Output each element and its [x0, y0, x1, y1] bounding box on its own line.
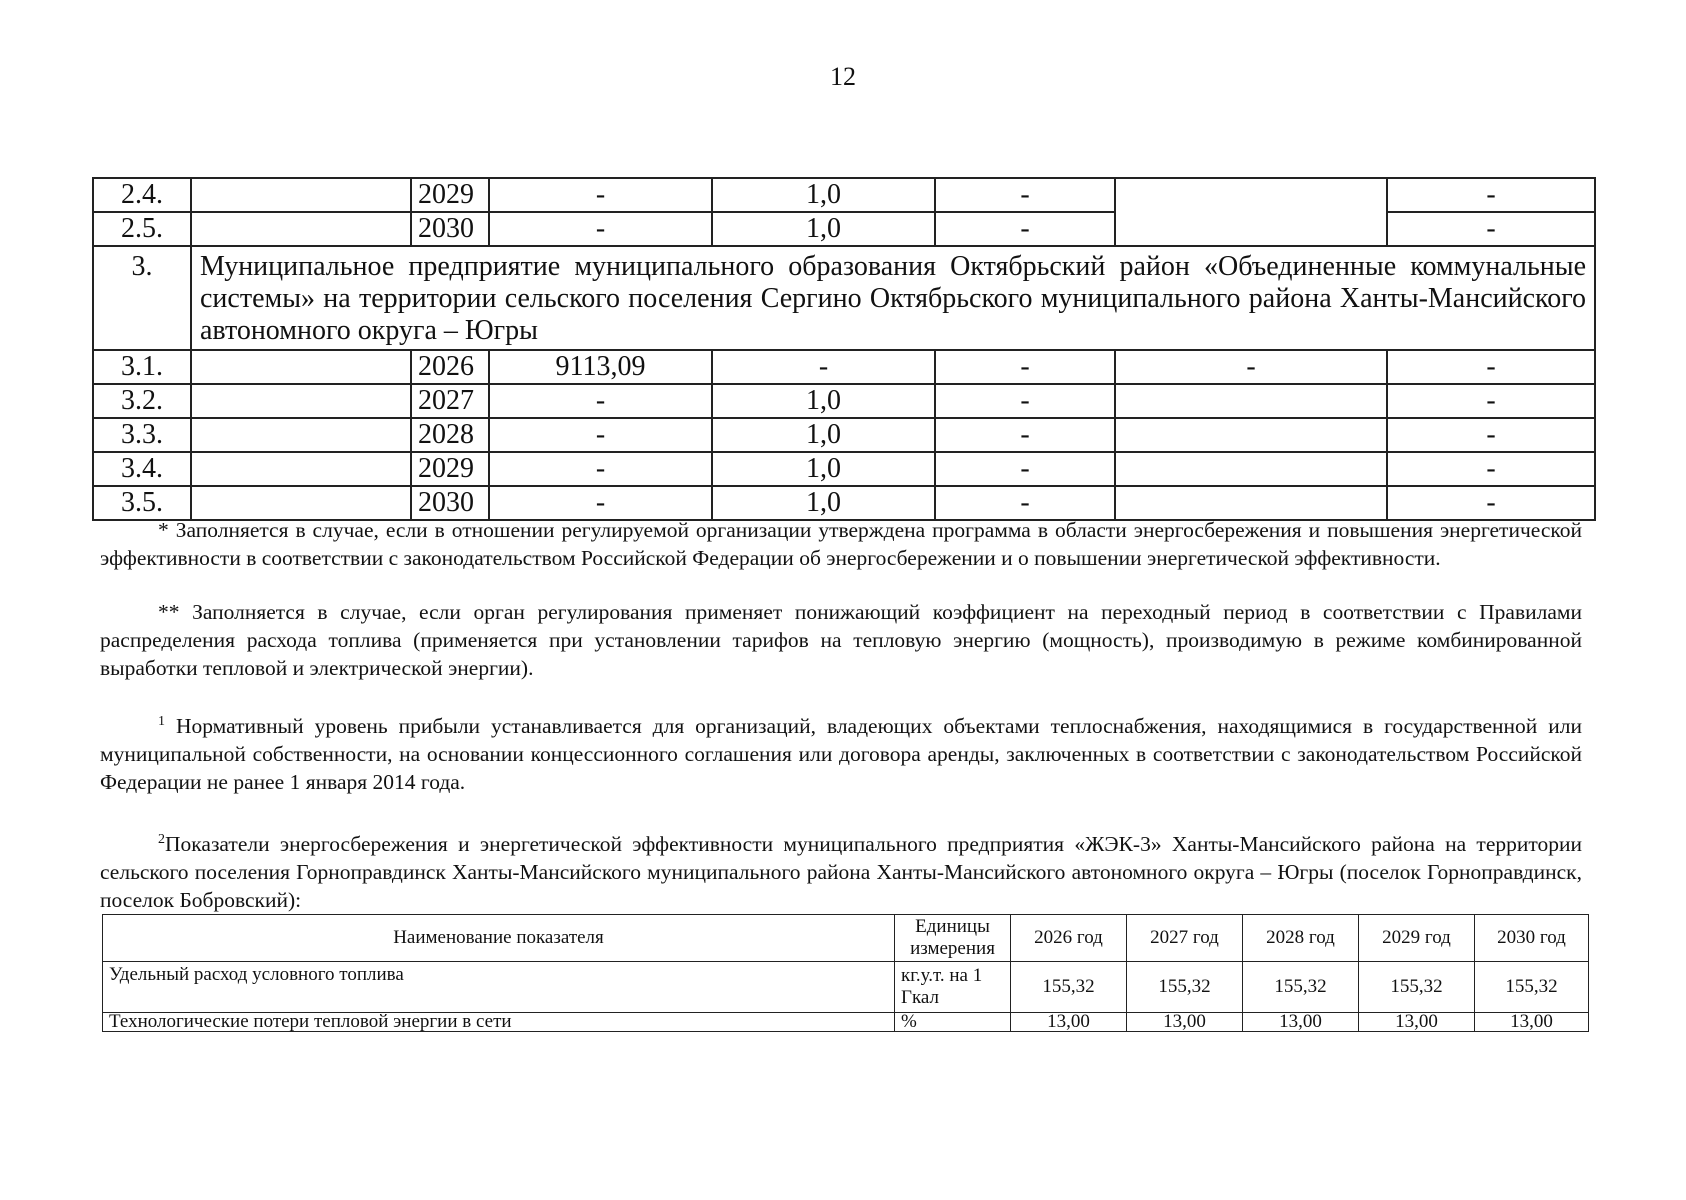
column-header: 2030 год [1475, 915, 1589, 962]
section-row [93, 246, 1595, 350]
row-year: 2026 [411, 350, 489, 384]
row-number: 3.2. [93, 384, 191, 418]
row-year: 2029 [411, 178, 489, 212]
footnote-marker: 2 [158, 832, 165, 847]
tariff-table [92, 177, 1596, 521]
footnote-2: $^2$Показатели энергосбережения и энергетической эффективности муниципального предприятия «ЖЭК-3» Ханты-Мансийского района на территории сельского поселения Горноправдинск Ханты-Мансийского муниципального района Ханты-Мансийского автономного округа – Югры (поселок Горноправдинск, поселок Бобровский): [100, 832, 1582, 912]
section-number: 3. [93, 246, 191, 350]
table-row: 3.5. 2030 - 1,0 - - [93, 486, 1595, 520]
row-year: 2028 [411, 418, 489, 452]
indicator-name: Технологические потери тепловой энергии в сети [103, 1013, 895, 1032]
row-number: 3.1. [93, 350, 191, 384]
row-year: 2027 [411, 384, 489, 418]
page-number: 12 [830, 62, 856, 91]
efficiency-table [102, 914, 1589, 1032]
table-row: 2.5. 2030 - 1,0 - - [93, 212, 1595, 246]
table-row: Технологические потери тепловой энергии в сети % 13,00 13,00 13,00 13,00 13,00 [103, 1013, 1589, 1032]
column-header: 2029 год [1359, 915, 1475, 962]
table-row: Удельный расход условного топлива кг.у.т. на 1 Гкал 155,32 155,32 155,32 155,32 155,32 [103, 962, 1589, 1013]
row-number: 2.5. [93, 212, 191, 246]
row-number: 3.4. [93, 452, 191, 486]
column-header: 2028 год [1243, 915, 1359, 962]
row-year: 2030 [411, 486, 489, 520]
row-number: 3.3. [93, 418, 191, 452]
table-header-row [103, 915, 1589, 962]
note-double-star: ** Заполняется в случае, если орган регулирования применяет понижающий коэффициент на переходный период в соответствии с Правилами распределения расхода топлива (применяется при установлении тарифов на тепловую энергию (мощность), производимую в режиме комбинированной выработки тепловой и электрической энергии). [100, 600, 1582, 680]
column-header: Единицы измерения [895, 915, 1011, 962]
indicator-unit: кг.у.т. на 1 Гкал [895, 962, 1011, 1013]
table-row: 3.4. 2029 - 1,0 - - [93, 452, 1595, 486]
row-year: 2029 [411, 452, 489, 486]
column-header: 2027 год [1127, 915, 1243, 962]
row-number: 2.4. [93, 178, 191, 212]
footnote-1: $^1$ Нормативный уровень прибыли устанавливается для организаций, владеющих объектами теплоснабжения, находящимися в государственной или муниципальной собственности, на основании концессионного соглашения или договора аренды, заключенных в соответствии с законодательством Российской Федерации не ранее 1 января 2014 года. [100, 714, 1582, 794]
note-star: * Заполняется в случае, если в отношении регулируемой организации утверждена программа в области энергосбережения и повышения энергетической эффективности в соответствии с законодательством Российской Федерации об энергосбережении и о повышении энергетической эффективности. [100, 518, 1582, 570]
table-row: 2.4. 2029 - 1,0 - - [93, 178, 1595, 212]
footnote-marker: 1 [158, 714, 165, 729]
table-row: 3.3. 2028 - 1,0 - - [93, 418, 1595, 452]
column-header: 2026 год [1011, 915, 1127, 962]
column-header: Наименование показателя [103, 915, 895, 962]
indicator-name: Удельный расход условного топлива [103, 962, 895, 1013]
organization-name: Муниципальное предприятие муниципального образования Октябрьский район «Объединенные коммунальные системы» на территории сельского поселения Сергино Октябрьского муниципального района Ханты-Мансийского автономного округа – Югры [191, 246, 1595, 350]
table-row: 3.2. 2027 - 1,0 - - [93, 384, 1595, 418]
indicator-unit: % [895, 1013, 1011, 1032]
row-number: 3.5. [93, 486, 191, 520]
row-year: 2030 [411, 212, 489, 246]
table-row: 3.1. 2026 9113,09 - - - - [93, 350, 1595, 384]
